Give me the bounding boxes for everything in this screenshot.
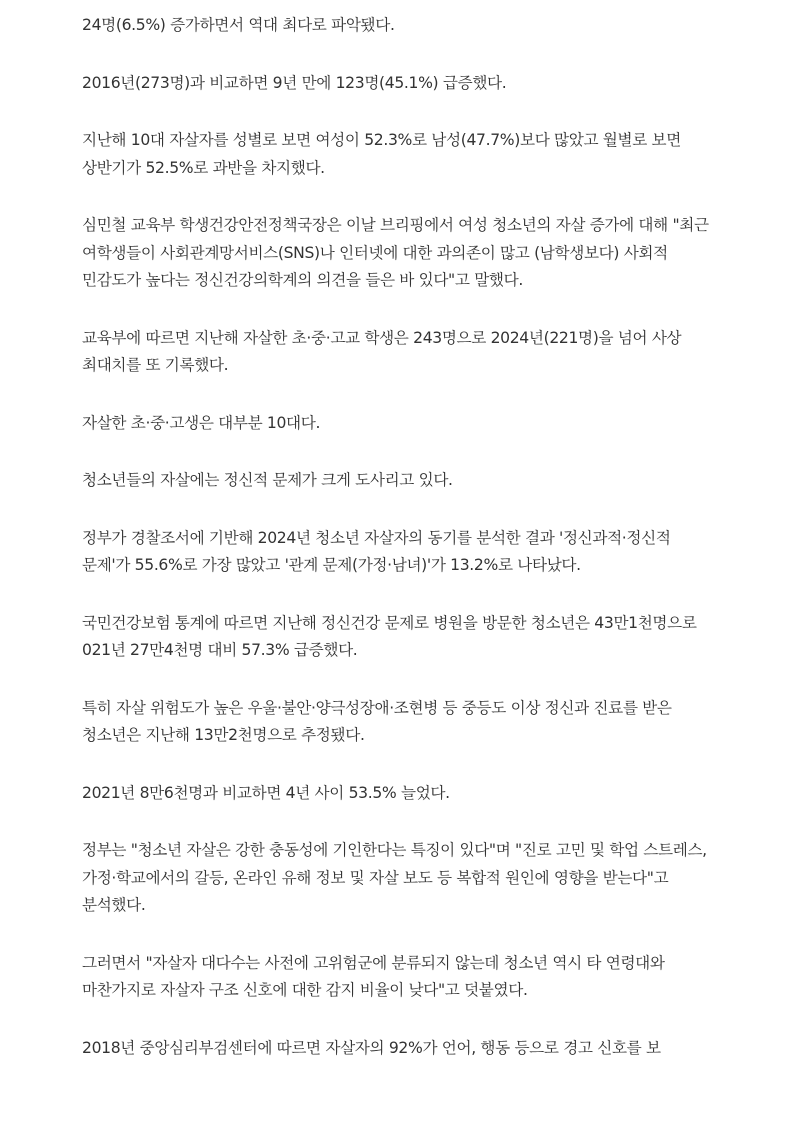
article-paragraph-2: 2016년(273명)과 비교하면 9년 만에 123명(45.1%) 급증했다. — [82, 73, 507, 92]
article-paragraph-1: 24명(6.5%) 증가하면서 역대 최다로 파악됐다. — [82, 16, 395, 34]
article-paragraph-6: 자살한 초·중·고생은 대부분 10대다. — [82, 413, 321, 432]
article-paragraph-8: 정부가 경찰조서에 기반해 2024년 청소년 자살자의 동기를 분석한 결과 '정신과적·정신적 문제'가 55.6%로 가장 많았고 '관계 문제(가정·남녀)'가 13.2%로 나타났다. — [82, 528, 671, 574]
article-paragraph-10: 특히 자살 위험도가 높은 우울·불안·양극성장애·조현병 등 중등도 이상 정신과 진료를 받은 청소년은 지난해 13만2천명으로 추정됐다. — [82, 698, 672, 744]
article-paragraph-11: 2021년 8만6천명과 비교하면 4년 사이 53.5% 늘었다. — [82, 783, 450, 802]
article-paragraph-12: 정부는 "청소년 자살은 강한 충동성에 기인한다는 특징이 있다"며 "진로 고민 및 학업 스트레스, 가정·학교에서의 갈등, 온라인 유해 정보 및 자살 보도 등 복합적 원인에 영향을 받는다"고 분석했다. — [82, 841, 707, 914]
article-paragraph-4: 심민철 교육부 학생건강안전정책국장은 이날 브리핑에서 여성 청소년의 자살 증가에 대해 "최근 여학생들이 사회관계망서비스(SNS)나 인터넷에 대한 과의존이 많고 (남학생보다) 사회적 민감도가 높다는 정신건강의학계의 의견을 들은 바 있다"고 말했다. — [82, 216, 709, 289]
article-paragraph-14: 2018년 중앙심리부검센터에 따르면 자살자의 92%가 언어, 행동 등으로 경고 신호를 보 — [82, 1038, 661, 1057]
article-paragraph-3: 지난해 10대 자살자를 성별로 보면 여성이 52.3%로 남성(47.7%)보다 많았고 월별로 보면 상반기가 52.5%로 과반을 차지했다. — [82, 131, 681, 177]
article-paragraph-13: 그러면서 "자살자 대다수는 사전에 고위험군에 분류되지 않는데 청소년 역시 타 연령대와 마찬가지로 자살자 구조 신호에 대한 감지 비율이 낮다"고 덧붙였다. — [82, 953, 665, 999]
article-body — [82, 12, 722, 1092]
article-paragraph-9: 국민건강보험 통계에 따르면 지난해 정신건강 문제로 병원을 방문한 청소년은 43만1천명으로 021년 27만4천명 대비 57.3% 급증했다. — [82, 613, 697, 659]
article-paragraph-7: 청소년들의 자살에는 정신적 문제가 크게 도사리고 있다. — [82, 471, 453, 489]
article-paragraph-5: 교육부에 따르면 지난해 자살한 초·중·고교 학생은 243명으로 2024년(221명)을 넘어 사상 최대치를 또 기록했다. — [82, 328, 682, 374]
